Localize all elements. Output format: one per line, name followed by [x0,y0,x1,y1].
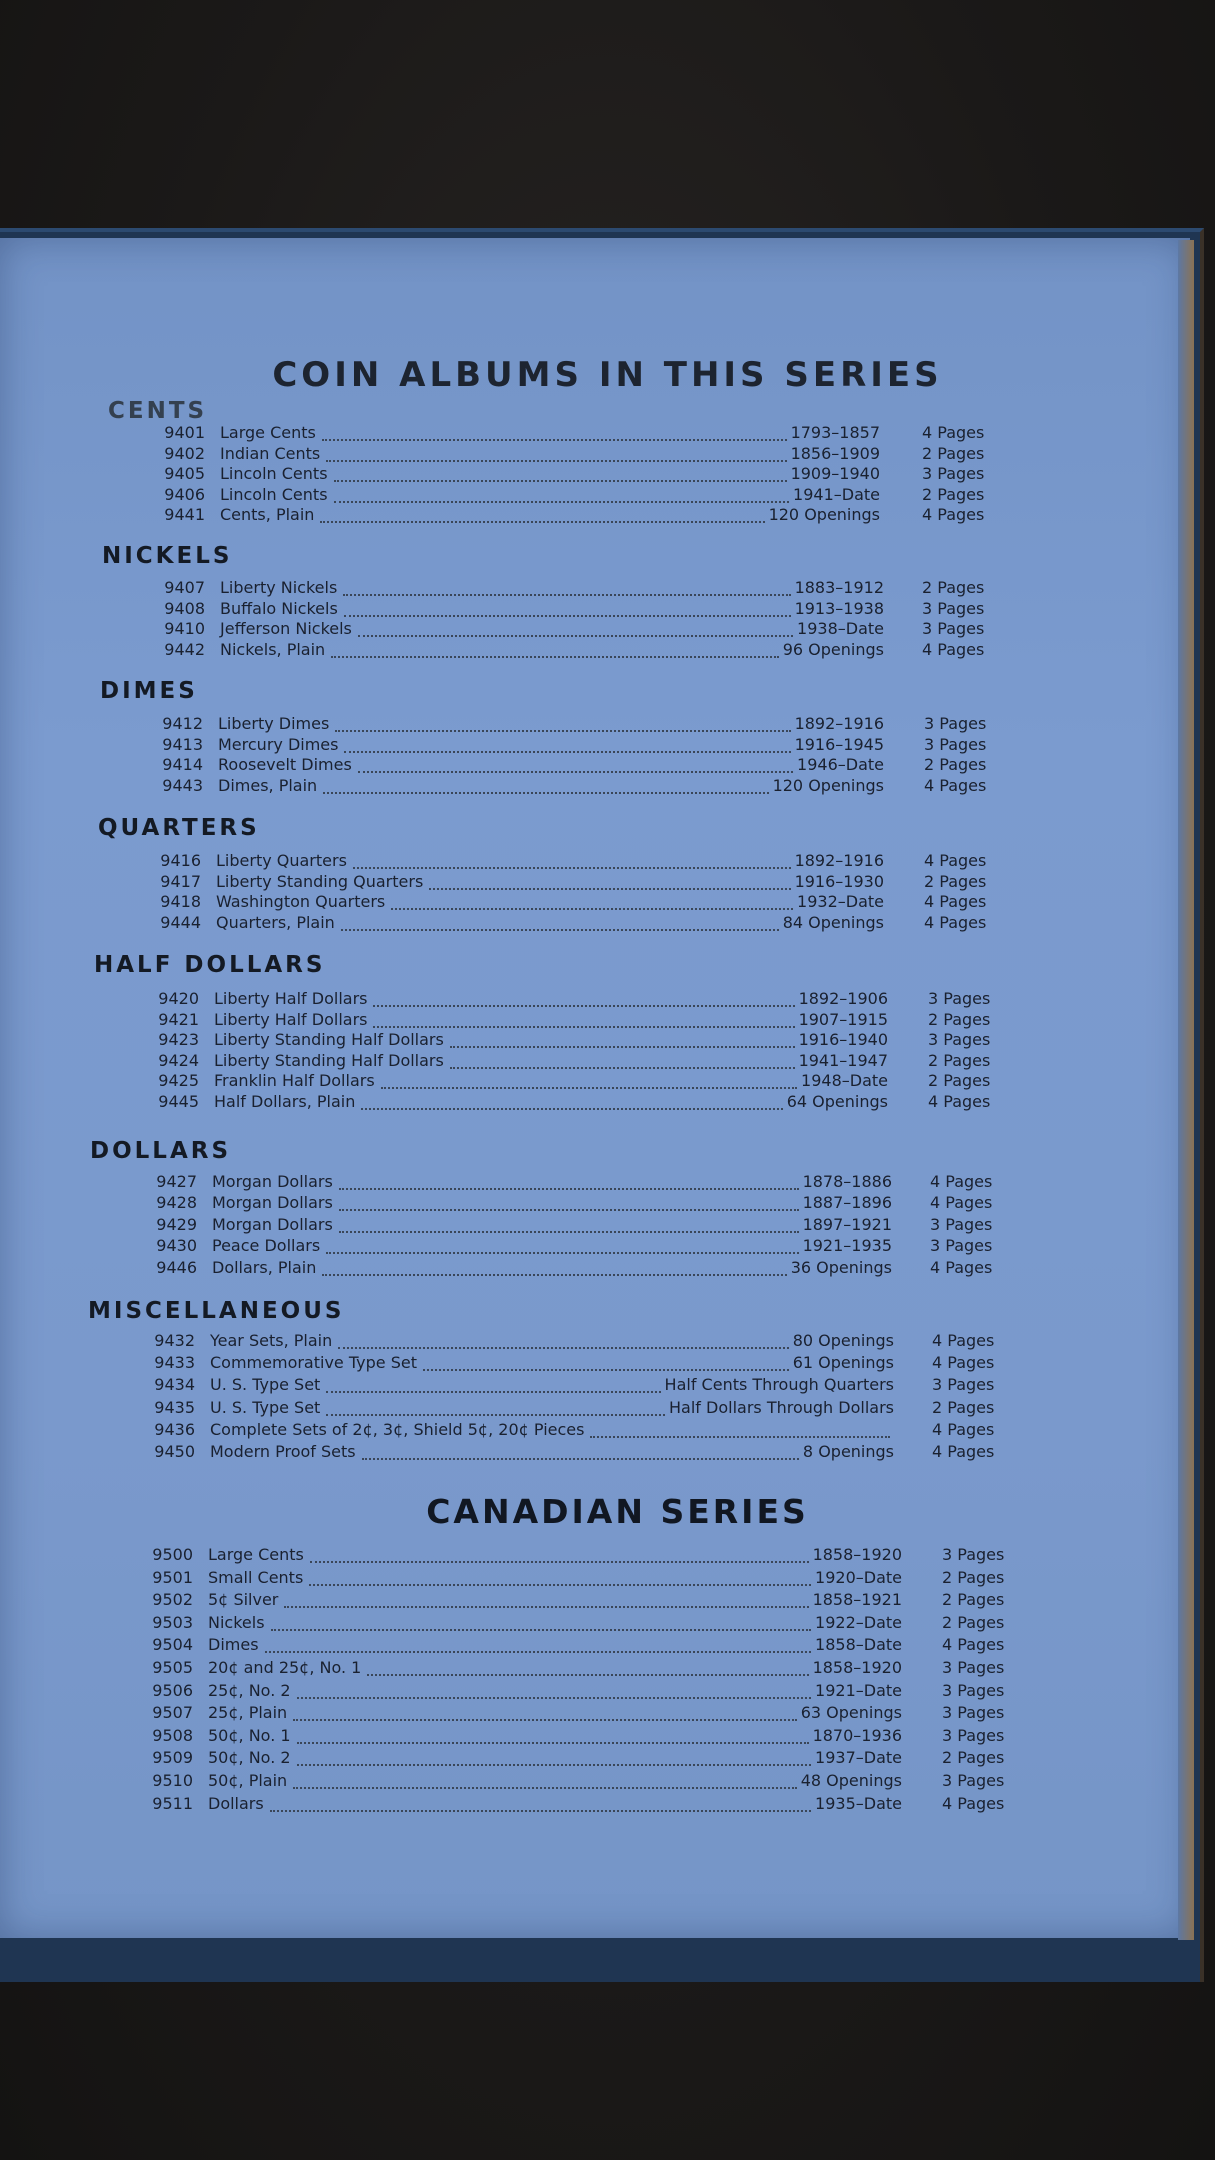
album-number: 9509 [152,1748,193,1767]
album-number: 9434 [154,1375,195,1394]
album-pages: 4 Pages [930,1193,993,1212]
album-pages: 2 Pages [942,1748,1005,1767]
list-item [118,776,1014,796]
album-range: 1858–1921 [812,1590,902,1609]
list-item [110,1331,1022,1351]
album-pages: 3 Pages [942,1726,1005,1745]
album-name: U. S. Type Set [210,1398,321,1417]
album-range: 63 Openings [800,1703,902,1722]
album-number: 9429 [156,1215,197,1234]
dot-leader [339,1176,799,1190]
dot-leader [381,1075,797,1089]
album-pages: 2 Pages [924,755,987,774]
dot-leader [373,1014,794,1028]
album-pages: 4 Pages [932,1420,995,1439]
album-number: 9503 [152,1613,193,1632]
album-name: Commemorative Type Set [210,1353,417,1372]
album-name: Liberty Standing Half Dollars [214,1051,444,1070]
album-pages: 2 Pages [928,1051,991,1070]
album-number: 9502 [152,1590,193,1609]
dot-leader [326,1240,798,1254]
album-number: 9441 [164,505,205,524]
album-number: 9500 [152,1545,193,1564]
dot-leader [590,1424,890,1438]
album-name: Large Cents [208,1545,304,1564]
album-range: 1916–1930 [794,872,884,891]
album-name: Roosevelt Dimes [218,755,352,774]
album-pages: 2 Pages [942,1613,1005,1632]
list-item [112,1236,1020,1256]
album-pages: 4 Pages [932,1331,995,1350]
list-item [112,1193,1020,1213]
dot-leader [326,448,786,462]
album-range: 1887–1896 [802,1193,892,1212]
dot-leader [353,855,791,869]
album-range: 1909–1940 [790,464,880,483]
album-name: Dollars, Plain [212,1258,317,1277]
album-name: Franklin Half Dollars [214,1071,375,1090]
list-item [114,1010,1018,1030]
list-item [108,1590,1032,1610]
album-range: 61 Openings [792,1353,894,1372]
album-name: Liberty Nickels [220,578,338,597]
album-range: Half Cents Through Quarters [664,1375,894,1394]
album-range: 1892–1916 [794,714,884,733]
album-name: Complete Sets of 2¢, 3¢, Shield 5¢, 20¢ Pieces [210,1420,585,1439]
album-name: Liberty Standing Quarters [216,872,424,891]
album-name: Liberty Dimes [218,714,330,733]
dot-leader [310,1549,809,1563]
dot-leader [271,1617,812,1631]
album-pages: 3 Pages [924,714,987,733]
dot-leader [322,427,787,441]
list-item [112,1215,1020,1235]
album-pages: 3 Pages [922,619,985,638]
album-number: 9510 [152,1771,193,1790]
album-name: Lincoln Cents [220,485,328,504]
list-item [118,755,1014,775]
dot-leader [309,1572,811,1586]
list-item [108,1794,1032,1814]
album-number: 9432 [154,1331,195,1350]
album-pages: 4 Pages [924,776,987,795]
album-number: 9421 [158,1010,199,1029]
album-number: 9444 [160,913,201,932]
list-item [120,423,1012,443]
album-name: 25¢, No. 2 [208,1681,291,1700]
album-number: 9501 [152,1568,193,1587]
album-number: 9433 [154,1353,195,1372]
album-name: Buffalo Nickels [220,599,338,618]
album-range: 1858–Date [815,1635,902,1654]
album-number: 9401 [164,423,205,442]
album-name: Dimes, Plain [218,776,318,795]
dot-leader [367,1662,808,1676]
album-range: 1858–1920 [812,1545,902,1564]
list-item [108,1703,1032,1723]
album-number: 9425 [158,1071,199,1090]
album-number: 9406 [164,485,205,504]
dot-leader [320,509,764,523]
album-number: 9416 [160,851,201,870]
list-item [108,1748,1032,1768]
album-pages: 3 Pages [942,1658,1005,1677]
list-item [108,1613,1032,1633]
album-number: 9445 [158,1092,199,1111]
album-pages: 2 Pages [928,1010,991,1029]
album-pages: 3 Pages [932,1375,995,1394]
section-heading: CENTS [108,398,208,424]
album-range: 1883–1912 [794,578,884,597]
album-number: 9436 [154,1420,195,1439]
dot-leader [373,993,794,1007]
album-pages: 4 Pages [932,1442,995,1461]
album-range: 36 Openings [790,1258,892,1277]
section-heading: QUARTERS [98,815,260,841]
album-number: 9418 [160,892,201,911]
dot-leader [293,1707,797,1721]
album-name: Year Sets, Plain [210,1331,333,1350]
album-pages: 3 Pages [928,989,991,1008]
list-item [120,578,1012,598]
album-range: 1913–1938 [794,599,884,618]
album-pages: 2 Pages [922,578,985,597]
album-name: Quarters, Plain [216,913,335,932]
dot-leader [297,1730,809,1744]
album-pages: 3 Pages [942,1703,1005,1722]
list-item [118,735,1014,755]
dot-leader [343,582,790,596]
dot-leader [335,718,790,732]
album-range: 1897–1921 [802,1215,892,1234]
list-item [108,1771,1032,1791]
dot-leader [334,489,790,503]
album-range: 1892–1916 [794,851,884,870]
dot-leader [423,1357,789,1371]
section-heading: NICKELS [102,543,233,569]
album-range: 1935–Date [815,1794,902,1813]
dot-leader [450,1055,795,1069]
album-pages: 4 Pages [942,1794,1005,1813]
album-number: 9446 [156,1258,197,1277]
list-item [108,1658,1032,1678]
album-name: Nickels, Plain [220,640,326,659]
page-edge [1178,240,1194,1940]
album-pages: 4 Pages [932,1353,995,1372]
album-name: 50¢, Plain [208,1771,288,1790]
album-name: Liberty Standing Half Dollars [214,1030,444,1049]
list-item [110,1398,1022,1418]
album-range: 1916–1945 [794,735,884,754]
album-range: 1858–1920 [812,1658,902,1677]
list-item [120,599,1012,619]
album-range: 1793–1857 [790,423,880,442]
page-title: COIN ALBUMS IN THIS SERIES [272,355,943,395]
list-item [114,989,1018,1009]
album-pages: 2 Pages [922,485,985,504]
album-pages: 4 Pages [930,1172,993,1191]
album-pages: 4 Pages [922,640,985,659]
album-name: Lincoln Cents [220,464,328,483]
list-item [112,1258,1020,1278]
album-name: Liberty Half Dollars [214,989,368,1008]
list-item [110,1375,1022,1395]
album-name: Large Cents [220,423,316,442]
album-number: 9412 [162,714,203,733]
album-pages: 4 Pages [922,423,985,442]
album-range: 1941–1947 [798,1051,888,1070]
album-range: 8 Openings [802,1442,894,1461]
dot-leader [338,1335,789,1349]
album-number: 9508 [152,1726,193,1745]
dot-leader [391,896,793,910]
list-item [116,892,1014,912]
dot-leader [334,468,787,482]
list-item [114,1030,1018,1050]
album-pages: 3 Pages [924,735,987,754]
album-pages: 2 Pages [924,872,987,891]
album-name: Cents, Plain [220,505,315,524]
album-pages: 4 Pages [924,892,987,911]
section-heading: MISCELLANEOUS [88,1298,345,1324]
album-name: Jefferson Nickels [220,619,352,638]
album-name: Nickels [208,1613,265,1632]
album-number: 9413 [162,735,203,754]
album-pages: 3 Pages [922,464,985,483]
album-name: Indian Cents [220,444,321,463]
list-item [114,1092,1018,1112]
album-pages: 3 Pages [942,1681,1005,1700]
album-range: 1892–1906 [798,989,888,1008]
album-number: 9417 [160,872,201,891]
album-number: 9427 [156,1172,197,1191]
album-range: Half Dollars Through Dollars [669,1398,894,1417]
album-pages: 3 Pages [922,599,985,618]
album-name: Peace Dollars [212,1236,321,1255]
dot-leader [361,1096,782,1110]
album-name: Mercury Dimes [218,735,339,754]
dot-leader [358,623,793,637]
dot-leader [344,603,791,617]
album-name: 50¢, No. 1 [208,1726,291,1745]
album-pages: 3 Pages [928,1030,991,1049]
album-range: 1856–1909 [790,444,880,463]
album-range: 1916–1940 [798,1030,888,1049]
album-range: 1922–Date [815,1613,902,1632]
album-number: 9511 [152,1794,193,1813]
dot-leader [265,1639,812,1653]
album-number: 9507 [152,1703,193,1722]
dot-leader [297,1752,811,1766]
list-item [108,1635,1032,1655]
album-number: 9423 [158,1030,199,1049]
album-number: 9506 [152,1681,193,1700]
dot-leader [326,1402,665,1416]
album-range: 1941–Date [793,485,880,504]
dot-leader [284,1594,808,1608]
list-item [110,1420,1022,1440]
dot-leader [362,1446,799,1460]
dot-leader [450,1034,795,1048]
album-number: 9428 [156,1193,197,1212]
album-number: 9407 [164,578,205,597]
album-range: 1932–Date [797,892,884,911]
album-name: Half Dollars, Plain [214,1092,356,1111]
list-item [118,714,1014,734]
album-number: 9435 [154,1398,195,1417]
album-range: 80 Openings [792,1331,894,1350]
album-pages: 2 Pages [942,1590,1005,1609]
dot-leader [293,1775,797,1789]
album-name: Washington Quarters [216,892,386,911]
album-range: 1920–Date [815,1568,902,1587]
dot-leader [358,759,793,773]
list-item [112,1172,1020,1192]
album-pages: 4 Pages [930,1258,993,1277]
album-range: 1921–Date [815,1681,902,1700]
album-pages: 4 Pages [924,913,987,932]
album-range: 1937–Date [815,1748,902,1767]
dot-leader [297,1685,811,1699]
album-name: Modern Proof Sets [210,1442,356,1461]
album-pages: 4 Pages [924,851,987,870]
album-range: 1948–Date [801,1071,888,1090]
album-name: Morgan Dollars [212,1193,333,1212]
dot-leader [339,1197,799,1211]
album-range: 1907–1915 [798,1010,888,1029]
album-name: 50¢, No. 2 [208,1748,291,1767]
album-pages: 3 Pages [930,1236,993,1255]
album-number: 9410 [164,619,205,638]
dot-leader [339,1219,799,1233]
album-number: 9424 [158,1051,199,1070]
dot-leader [331,644,779,658]
section-heading: DIMES [100,678,198,704]
list-item [108,1681,1032,1701]
section-heading: DOLLARS [90,1138,232,1164]
album-number: 9414 [162,755,203,774]
album-name: Dollars [208,1794,264,1813]
dot-leader [326,1379,660,1393]
list-item [110,1353,1022,1373]
list-item [120,464,1012,484]
canadian-series-title: CANADIAN SERIES [426,1492,809,1531]
album-pages: 4 Pages [942,1635,1005,1654]
album-name: U. S. Type Set [210,1375,321,1394]
album-range: 1946–Date [797,755,884,774]
list-item [114,1051,1018,1071]
list-item [116,851,1014,871]
list-item [110,1442,1022,1462]
album-number: 9402 [164,444,205,463]
album-range: 1921–1935 [802,1236,892,1255]
list-item [120,505,1012,525]
album-number: 9443 [162,776,203,795]
album-pages: 2 Pages [932,1398,995,1417]
list-item [108,1568,1032,1588]
album-number: 9450 [154,1442,195,1461]
album-name: 5¢ Silver [208,1590,279,1609]
album-pages: 2 Pages [928,1071,991,1090]
album-number: 9505 [152,1658,193,1677]
album-range: 64 Openings [786,1092,888,1111]
list-item [116,913,1014,933]
album-name: Liberty Half Dollars [214,1010,368,1029]
album-pages: 4 Pages [922,505,985,524]
album-number: 9420 [158,989,199,1008]
list-item [108,1726,1032,1746]
album-range: 48 Openings [800,1771,902,1790]
album-number: 9408 [164,599,205,618]
album-range: 120 Openings [772,776,884,795]
album-name: Small Cents [208,1568,304,1587]
list-item [116,872,1014,892]
album-name: Morgan Dollars [212,1172,333,1191]
list-item [120,485,1012,505]
dot-leader [429,876,790,890]
album-range: 1878–1886 [802,1172,892,1191]
album-range: 120 Openings [768,505,880,524]
album-range: 84 Openings [782,913,884,932]
album-pages: 2 Pages [922,444,985,463]
dot-leader [323,780,768,794]
dot-leader [344,739,790,753]
album-range: 96 Openings [782,640,884,659]
dot-leader [341,917,779,931]
album-pages: 2 Pages [942,1568,1005,1587]
album-range: 1938–Date [797,619,884,638]
album-number: 9430 [156,1236,197,1255]
album-number: 9504 [152,1635,193,1654]
album-range: 1870–1936 [812,1726,902,1745]
section-heading: HALF DOLLARS [94,952,326,978]
list-item [120,640,1012,660]
album-pages: 4 Pages [928,1092,991,1111]
album-pages: 3 Pages [930,1215,993,1234]
list-item [120,444,1012,464]
album-name: Morgan Dollars [212,1215,333,1234]
dot-leader [322,1262,786,1276]
album-name: 20¢ and 25¢, No. 1 [208,1658,362,1677]
album-name: Dimes [208,1635,259,1654]
list-item [108,1545,1032,1565]
album-pages: 3 Pages [942,1771,1005,1790]
album-name: 25¢, Plain [208,1703,288,1722]
album-name: Liberty Quarters [216,851,347,870]
list-item [114,1071,1018,1091]
album-number: 9442 [164,640,205,659]
album-pages: 3 Pages [942,1545,1005,1564]
list-item [120,619,1012,639]
album-number: 9405 [164,464,205,483]
dot-leader [270,1798,811,1812]
